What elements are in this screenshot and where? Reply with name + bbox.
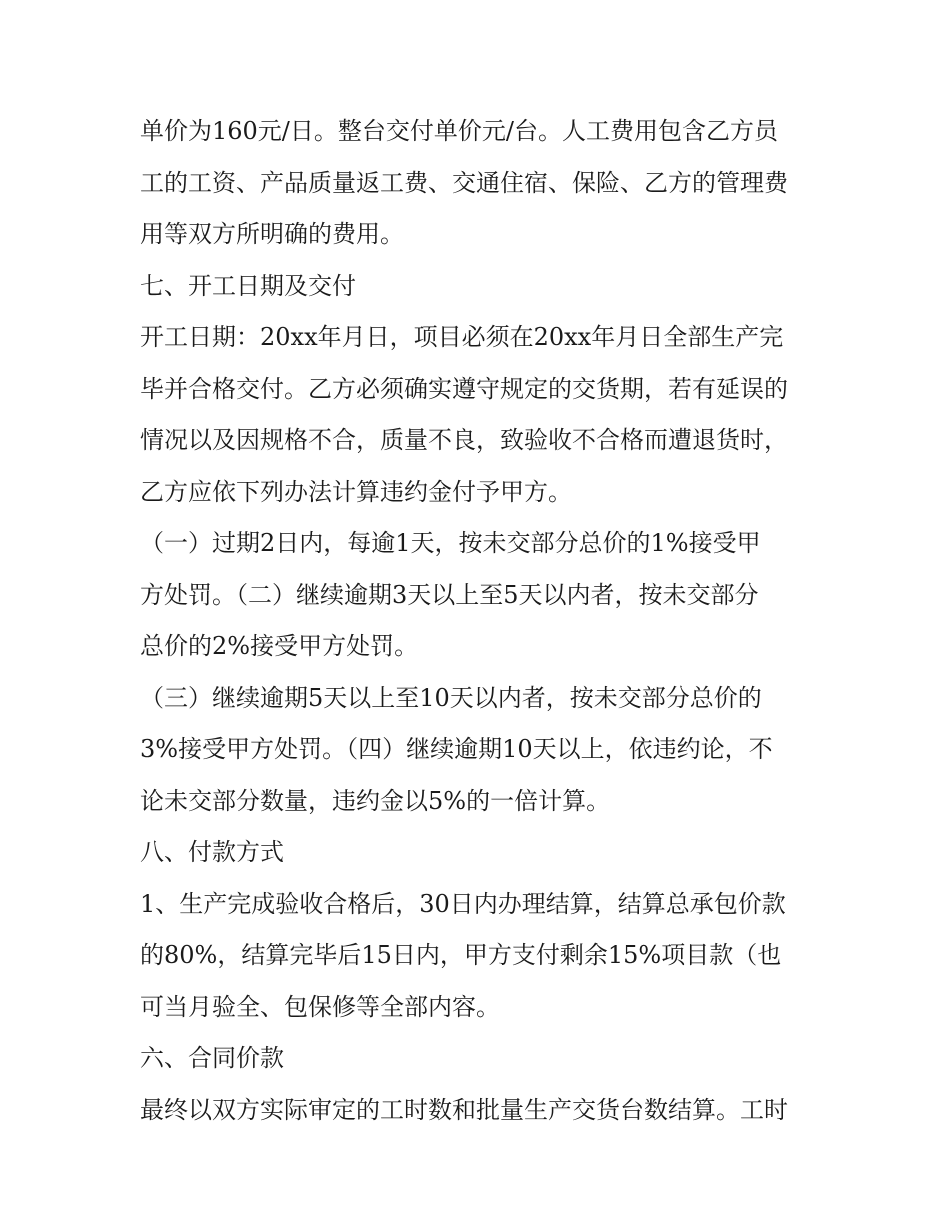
text-line: 总价的2%接受甲方处罚。 [140, 632, 419, 660]
text-line: 用等双方所明确的费用。 [140, 220, 404, 248]
text-line: 乙方应依下列办法计算违约金付予甲方。 [140, 477, 572, 506]
text-line: 可当月验全、包保修等全部内容。 [140, 992, 500, 1021]
section-heading: 七、开工日期及交付 [140, 271, 356, 300]
text-line: 3%接受甲方处罚。（四）继续逾期10天以上，依违约论，不 [140, 735, 773, 763]
text-line: 工的工资、产品质量返工费、交通住宿、保险、乙方的管理费 [140, 168, 788, 197]
text-line: 开工日期：20xx年月日，项目必须在20xx年月日全部生产完 [140, 323, 784, 351]
text-line: 情况以及因规格不合，质量不良，致验收不合格而遭退货时， [140, 426, 788, 454]
text-line: 最终以双方实际审定的工时数和批量生产交货台数结算。工时 [140, 1095, 788, 1124]
text-line: 单价为160元/日。整台交付单价元/台。人工费用包含乙方员 [140, 117, 778, 145]
section-heading: 八、付款方式 [140, 838, 284, 866]
text-line: 方处罚。（二）继续逾期3天以上至5天以内者，按未交部分 [140, 580, 759, 609]
text-line: 毕并合格交付。乙方必须确实遵守规定的交货期，若有延误的 [140, 374, 788, 403]
text-line: 论未交部分数量，违约金以5%的一倍计算。 [140, 786, 611, 815]
text-line: （三）继续逾期5天以上至10天以内者，按未交部分总价的 [140, 683, 762, 712]
text-line: （一）过期2日内，每逾1天，按未交部分总价的1%接受甲 [140, 529, 761, 557]
document-body [140, 106, 820, 1136]
section-heading: 六、合同价款 [140, 1044, 284, 1072]
text-line: 1、生产完成验收合格后，30日内办理结算，结算总承包价款 [140, 889, 786, 918]
text-line: 的80%，结算完毕后15日内，甲方支付剩余15%项目款（也 [140, 941, 782, 969]
